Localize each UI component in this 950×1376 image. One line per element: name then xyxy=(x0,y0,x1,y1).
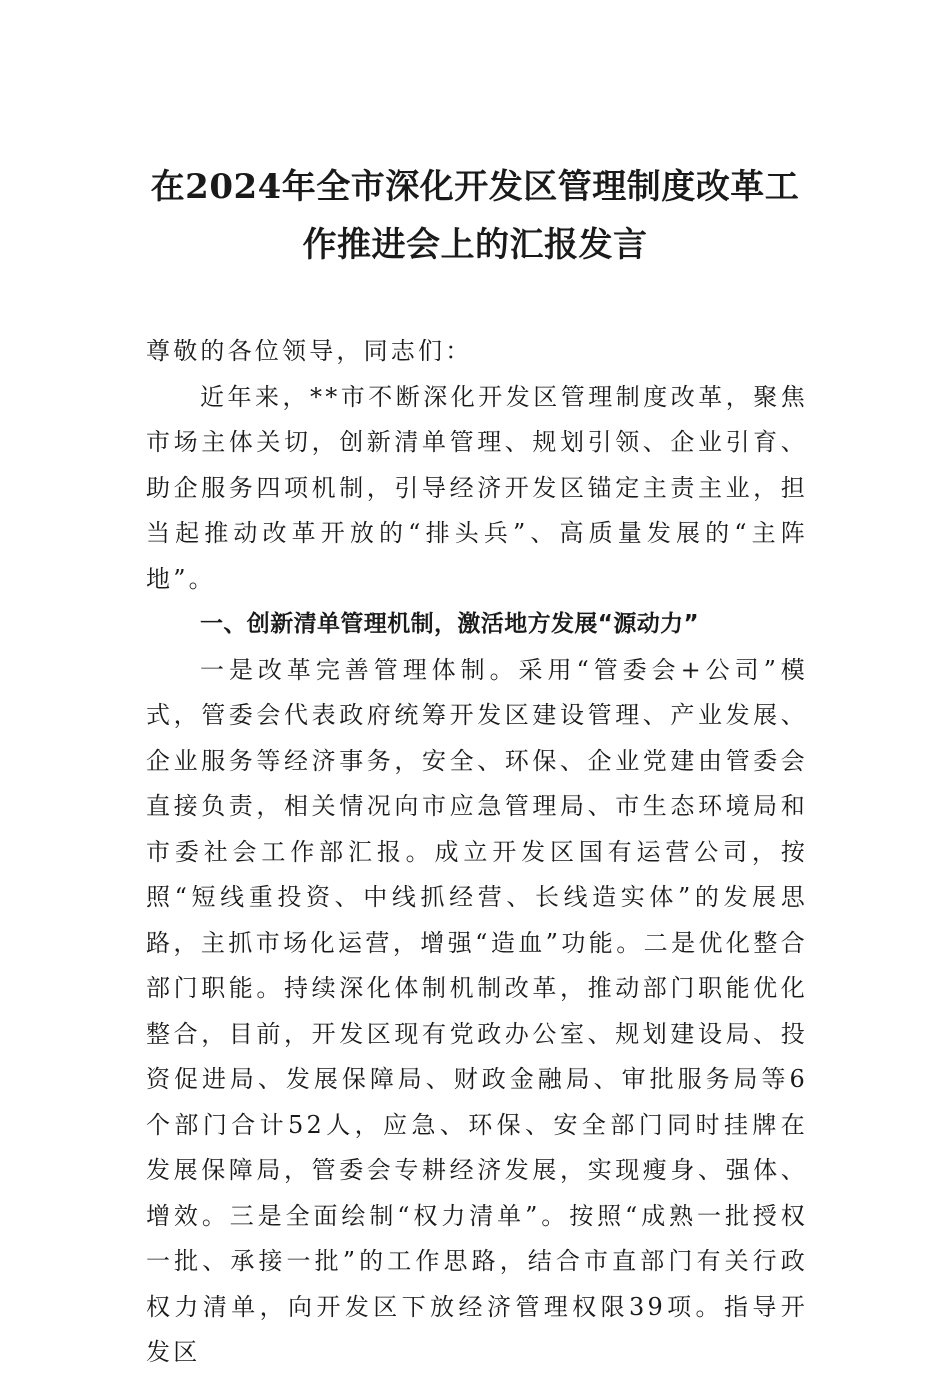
section-body-paragraph: 一是改革完善管理体制。采用“管委会+公司”模式，管委会代表政府统筹开发区建设管理、产业发展、企业服务等经济事务，安全、环保、企业党建由管委会直接负责，相关情况向市应急管理局、市生态环境局和市委社会工作部汇报。成立开发区国有运营公司，按照“短线重投资、中线抓经营、长线造实体”的发展思路，主抓市场化运营，增强“造血”功能。二是优化整合部门职能。持续深化体制机制改革，推动部门职能优化整合，目前，开发区现有党政办公室、规划建设局、投资促进局、发展保障局、财政金融局、审批服务局等6个部门合计52人，应急、环保、安全部门同时挂牌在发展保障局，管委会专耕经济发展，实现瘦身、强体、增效。三是全面绘制“权力清单”。按照“成熟一批授权一批、承接一批”的工作思路，结合市直部门有关行政权力清单，向开发区下放经济管理权限39项。指导开发区 xyxy=(146,655,809,1366)
document-title: 在2024年全市深化开发区管理制度改革工作推进会上的汇报发言 xyxy=(150,167,800,265)
document-body xyxy=(146,329,808,1376)
intro-paragraph: 近年来，**市不断深化开发区管理制度改革，聚焦市场主体关切，创新清单管理、规划引领、企业引育、助企服务四项机制，引导经济开发区锚定主责主业，担当起推动改革开放的“排头兵”、高质量发展的“主阵地”。 xyxy=(146,382,808,593)
salutation: 尊敬的各位领导，同志们： xyxy=(146,337,473,365)
section-heading: 一、创新清单管理机制，激活地方发展“源动力” xyxy=(200,611,700,637)
